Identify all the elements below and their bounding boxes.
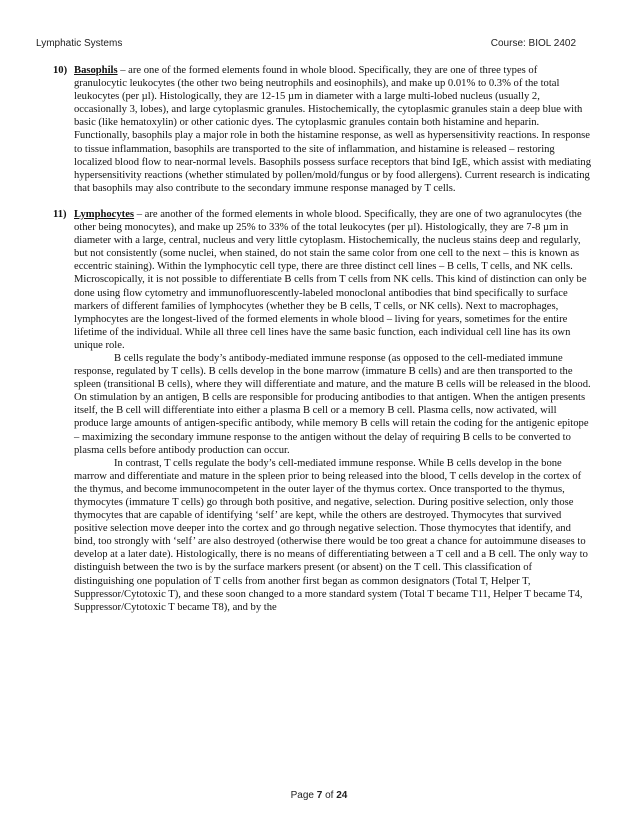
item-text: – are another of the formed elements in whole blood. Specifically, they are one of two agranulocytes (the other being monocytes), and make up 25% to 33% of the total leukocytes (per µl). Histologically, they are 7-8 µm in diameter with a large, central, nucleus and very little cytoplasm. Histochemically, the nucleus stains deep and regularly, but not consistently (some nuclei, when stained, do not stain the same color from one cell to the next – this is known as eccentric staining). Within the lymphocytic cell type, there are three distinct cell lines – B cells, T cells, and NK cells. Microscopically, it is not possible to differentiate B cells from T cells from NK cells. This kind of distinction can only be done using flow cytometry and immunofluorescently-labeled monoclonal antibodies that bind specifically to surface markers of different families of lymphocytes (whether they be B cells, T cells, or NK cells). Next to macrophages, lymphocytes are the longest-lived of the formed elements in whole blood – living for years, sometimes for the entire lifetime of the individual. While all three cell lines have the same basic function, each individual cell line has its own unique role. [74,208,587,351]
page-number: 7 [316,790,323,801]
item-paragraph-b-cells: B cells regulate the body’s antibody-mediated immune response (as opposed to the cell-mediated immune response, regulated by T cells). B cells develop in the bone marrow (immature B cells) and are then transported to the spleen (transitional B cells), where they will differentiate and mature, and the mature B cells will be released in the blood. On stimulation by an antigen, B cells are responsible for producing antibodies to that antigen. When the antigen presents itself, the B cell will differentiate into either a plasma B cell or a memory B cell. Plasma cells, now activated, will produce large amounts of antigen-specific antibody, while memory B cells will retain the coding for the antigenic epitope – maximizing the secondary immune response to the antigen without the delay of requiring B cells to be converted to plasma cells before antibody production can occur. [74,352,591,456]
list-item-lymphocytes [54,208,592,614]
item-term: Basophils [74,65,118,76]
item-number: 11) [53,208,67,220]
list-item-basophils [54,64,592,195]
header-course-code: Course: BIOL 2402 [490,38,576,49]
item-paragraph [74,208,592,352]
item-number: 10) [53,65,68,76]
item-paragraph-t-cells: In contrast, T cells regulate the body’s cell-mediated immune response. While B cells develop in the bone marrow and differentiate and mature in the spleen prior to being released into the blood, T cells develop in the cortex of the thymus, and become immunocompetent in the outer layer of the thymus cortex. Once transported to the thymus, thymocytes (immature T cells) go through both positive, and negative, selection. During positive selection, only those thymocytes that are capable of identifying ‘self’ are kept, while the others are destroyed. Thymocytes that survived positive selection move deeper into the cortex and go through negative selection. Those thymocytes that identify, and bind, too strongly with ‘self’ are also destroyed (otherwise there would be too great a chance for autoimmune diseases to develop at a later date). Histologically, there is no means of differentiating between a T cell and a B cell. The only way to distinguish between the two is by the surface markers present (or absent) on the T cell. This classification of distinguishing one population of T cells from another first began as common designators (Total T, Helper T, Suppressor/Cytotoxic T), and these soon changed to a more standard system (Total T became T11, Helper T became T4, Suppressor/Cytotoxic T became T8), and by the [74,457,588,613]
document-body [54,64,592,614]
page-label: Page [290,790,314,801]
page-footer [0,790,638,801]
item-text: – are one of the formed elements found in whole blood. Specifically, they are one of three types of granulocytic leukocytes (the other two being neutrophils and eosinophils), and make up 0.01% to 0.3% of the total leukocytes (per µl). Histologically, they are 12-15 µm in diameter with a large multi-lobed nucleus (usually 2, occasionally 3, lobes), and large cytoplasmic granules. Histochemically, the cytoplasmic granules stain a deep blue with basic (like hematoxylin) or other cationic dyes. The cytoplasmic granules contain both histamine and heparin. Functionally, basophils play a major role in both the histamine response, as well as hypersensitivity reactions. In response to tissue inflammation, basophils are transported to the site of inflammation, and histamine is released – restoring localized blood flow to near-normal levels. Basophils possess surface receptors that bind IgE, which assist with mediating hypersensitivity reactions (whether stimulated by pollen/mold/fungus or by food allergens). Current research is indicating that basophils may also contribute to the secondary immune response managed by T cells. [74,65,591,194]
header-course-topic: Lymphatic Systems [36,38,123,49]
item-paragraph [74,64,592,195]
of-label: of [325,790,334,801]
total-pages: 24 [336,790,348,801]
item-term: Lymphocytes [74,208,135,220]
